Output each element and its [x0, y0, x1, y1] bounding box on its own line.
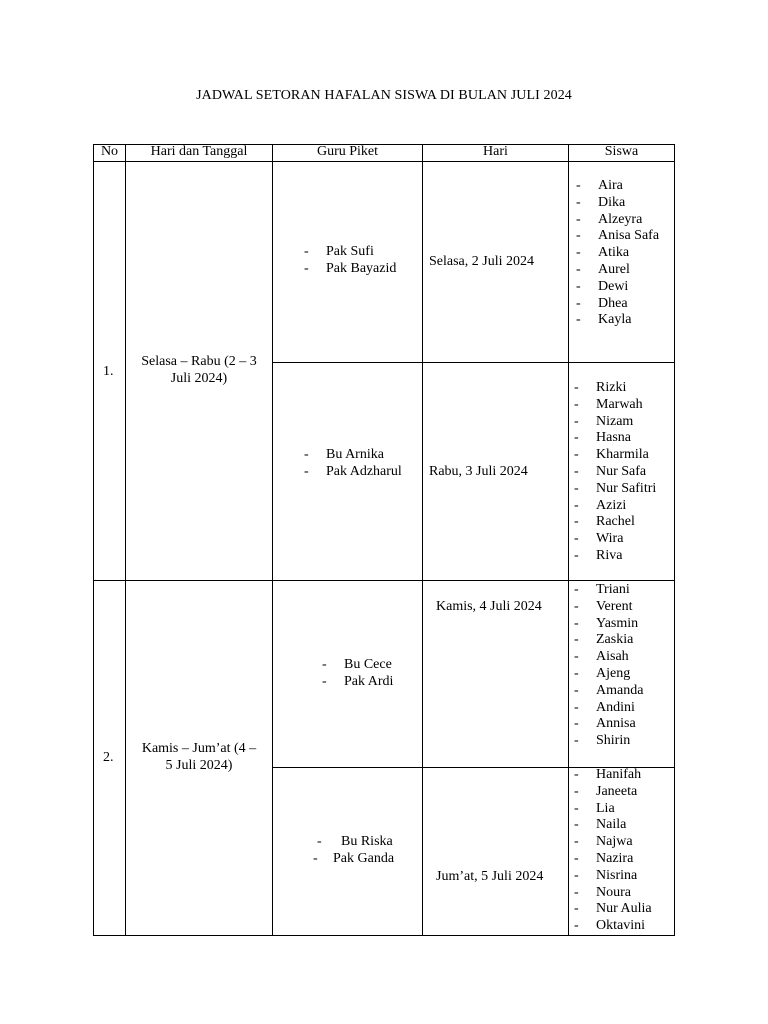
- bullet-dash: -: [574, 800, 579, 816]
- bullet-dash: -: [574, 665, 579, 681]
- bullet-dash: -: [574, 733, 579, 749]
- list-item: [304, 464, 402, 481]
- list-item: [574, 834, 652, 851]
- siswa-name: Aurel: [598, 261, 630, 277]
- siswa-name: Kayla: [598, 312, 632, 328]
- siswa-name: Nizam: [596, 413, 634, 429]
- header-guru-piket: Guru Piket: [316, 144, 379, 159]
- bullet-dash: -: [574, 767, 579, 782]
- bullet-dash: -: [574, 632, 579, 648]
- siswa-name: Zaskia: [596, 632, 634, 648]
- hari-cell: Rabu, 3 Juli 2024: [429, 464, 528, 479]
- bullet-dash: -: [322, 673, 327, 689]
- list-item: [574, 481, 656, 498]
- bullet-dash: -: [574, 598, 579, 614]
- siswa-name: Nur Aulia: [596, 901, 652, 917]
- bullet-dash: -: [576, 295, 581, 311]
- date-range: [126, 741, 272, 775]
- list-item: [574, 918, 652, 935]
- guru-piket-list: [304, 244, 396, 278]
- list-item: [574, 784, 652, 801]
- header-no: No: [100, 144, 119, 159]
- bullet-dash: -: [574, 413, 579, 429]
- siswa-list: [574, 767, 652, 935]
- list-item: [574, 464, 656, 481]
- list-item: [574, 666, 643, 683]
- header-hari: Hari: [483, 144, 508, 159]
- bullet-dash: -: [574, 531, 579, 547]
- bullet-dash: -: [574, 901, 579, 917]
- hari-cell: Selasa, 2 Juli 2024: [429, 254, 534, 269]
- bullet-dash: -: [574, 649, 579, 665]
- list-item: [304, 447, 402, 464]
- list-item: [574, 616, 643, 633]
- list-item: [574, 649, 643, 666]
- header-hari-tanggal: Hari dan Tanggal: [150, 144, 248, 159]
- bullet-dash: -: [574, 918, 579, 934]
- siswa-name: Janeeta: [596, 783, 638, 799]
- list-item: [574, 817, 652, 834]
- list-item: [574, 599, 643, 616]
- bullet-dash: -: [574, 497, 579, 513]
- bullet-dash: -: [574, 380, 579, 395]
- bullet-dash: -: [574, 817, 579, 833]
- column-divider: [568, 144, 569, 936]
- list-item: [574, 531, 656, 548]
- bullet-dash: -: [574, 430, 579, 446]
- bullet-dash: -: [574, 463, 579, 479]
- list-item: [322, 674, 393, 691]
- bullet-dash: -: [576, 245, 581, 261]
- list-item: [574, 851, 652, 868]
- row-number: 1.: [103, 364, 114, 379]
- bullet-dash: -: [574, 884, 579, 900]
- siswa-name: Nur Safitri: [596, 480, 657, 496]
- siswa-name: Ajeng: [596, 665, 631, 681]
- list-item: [576, 245, 659, 262]
- siswa-name: Nazira: [596, 850, 634, 866]
- siswa-name: Lia: [596, 800, 615, 816]
- siswa-name: Triani: [596, 582, 630, 597]
- bullet-dash: -: [574, 447, 579, 463]
- bullet-dash: -: [574, 834, 579, 850]
- bullet-dash: -: [304, 447, 309, 462]
- column-divider: [422, 144, 423, 936]
- guru-name: Pak Bayazid: [326, 260, 397, 276]
- guru-piket-list: [322, 657, 393, 691]
- bullet-dash: -: [574, 699, 579, 715]
- bullet-dash: -: [313, 850, 318, 866]
- siswa-name: Amanda: [596, 682, 644, 698]
- list-item: [574, 498, 656, 515]
- list-item: [574, 548, 656, 565]
- bullet-dash: -: [576, 228, 581, 244]
- list-item: [574, 632, 643, 649]
- siswa-name: Yasmin: [596, 615, 639, 631]
- list-item: [574, 901, 652, 918]
- list-item: [313, 851, 394, 868]
- guru-name: Pak Sufi: [326, 244, 374, 259]
- list-item: [576, 228, 659, 245]
- siswa-name: Marwah: [596, 396, 643, 412]
- row-number: 2.: [103, 750, 114, 765]
- list-item: [576, 195, 659, 212]
- siswa-name: Riva: [596, 547, 623, 563]
- row-divider-group: [93, 580, 675, 581]
- bullet-dash: -: [574, 480, 579, 496]
- bullet-dash: -: [574, 783, 579, 799]
- siswa-name: Alzeyra: [598, 211, 643, 227]
- guru-name: Pak Ardi: [344, 673, 394, 689]
- date-range-line: Selasa – Rabu (2 – 3: [141, 354, 257, 369]
- siswa-name: Kharmila: [596, 447, 649, 463]
- list-item: [304, 261, 396, 278]
- list-item: [576, 296, 659, 313]
- list-item: [576, 212, 659, 229]
- guru-name: Bu Riska: [341, 834, 393, 849]
- siswa-name: Verent: [596, 598, 633, 614]
- bullet-dash: -: [576, 278, 581, 294]
- siswa-name: Rizki: [596, 380, 627, 395]
- bullet-dash: -: [317, 834, 322, 849]
- list-item: [322, 657, 393, 674]
- bullet-dash: -: [574, 716, 579, 732]
- siswa-name: Nisrina: [596, 867, 638, 883]
- bullet-dash: -: [574, 514, 579, 530]
- guru-name: Pak Ganda: [333, 850, 395, 866]
- date-range-line: Juli 2024): [170, 370, 228, 386]
- siswa-name: Atika: [598, 245, 630, 261]
- siswa-name: Nur Safa: [596, 463, 647, 479]
- list-item: [574, 700, 643, 717]
- list-item: [574, 380, 656, 397]
- guru-name: Pak Adzharul: [326, 463, 402, 479]
- list-item: [576, 279, 659, 296]
- siswa-name: Azizi: [596, 497, 627, 513]
- bullet-dash: -: [574, 396, 579, 412]
- bullet-dash: -: [322, 657, 327, 672]
- guru-name: Bu Arnika: [326, 447, 384, 462]
- hari-cell: Jum’at, 5 Juli 2024: [436, 869, 544, 884]
- siswa-list: [574, 380, 656, 565]
- list-item: [574, 767, 652, 784]
- list-item: [576, 312, 659, 329]
- siswa-list: [576, 178, 659, 329]
- list-item: [574, 868, 652, 885]
- list-item: [574, 582, 643, 599]
- date-range: [126, 354, 272, 388]
- list-item: [304, 244, 396, 261]
- guru-piket-list: [304, 447, 402, 481]
- list-item: [574, 447, 656, 464]
- list-item: [317, 834, 394, 851]
- siswa-name: Hasna: [596, 430, 631, 446]
- bullet-dash: -: [576, 312, 581, 328]
- table-border-bottom: [93, 935, 675, 936]
- guru-name: Bu Cece: [344, 657, 392, 672]
- bullet-dash: -: [304, 244, 309, 259]
- row-divider-day: [273, 362, 675, 363]
- bullet-dash: -: [304, 463, 309, 479]
- header-siswa: Siswa: [604, 144, 639, 159]
- date-range-line: 5 Juli 2024): [165, 757, 233, 773]
- list-item: [574, 430, 656, 447]
- bullet-dash: -: [574, 547, 579, 563]
- bullet-dash: -: [574, 850, 579, 866]
- list-item: [576, 178, 659, 195]
- siswa-name: Dika: [598, 194, 626, 210]
- bullet-dash: -: [574, 867, 579, 883]
- bullet-dash: -: [304, 260, 309, 276]
- list-item: [574, 716, 643, 733]
- guru-piket-list: [313, 834, 395, 868]
- siswa-list: [574, 582, 643, 750]
- siswa-name: Annisa: [596, 716, 636, 732]
- list-item: [574, 514, 656, 531]
- siswa-name: Aira: [598, 178, 623, 193]
- date-range-line: Kamis – Jum’at (4 –: [141, 741, 257, 756]
- siswa-name: Dewi: [598, 278, 629, 294]
- list-item: [574, 733, 643, 750]
- siswa-name: Najwa: [596, 834, 633, 850]
- siswa-name: Andini: [596, 699, 635, 715]
- document-title: JADWAL SETORAN HAFALAN SISWA DI BULAN JULI 2024: [196, 88, 572, 103]
- bullet-dash: -: [574, 582, 579, 597]
- list-item: [576, 262, 659, 279]
- hari-cell: Kamis, 4 Juli 2024: [436, 599, 542, 614]
- header-divider: [93, 161, 675, 162]
- siswa-name: Noura: [596, 884, 631, 900]
- table-border-right: [674, 144, 675, 936]
- siswa-name: Rachel: [596, 514, 635, 530]
- bullet-dash: -: [576, 261, 581, 277]
- bullet-dash: -: [576, 194, 581, 210]
- bullet-dash: -: [574, 615, 579, 631]
- list-item: [574, 397, 656, 414]
- list-item: [574, 801, 652, 818]
- bullet-dash: -: [576, 211, 581, 227]
- list-item: [574, 683, 643, 700]
- siswa-name: Dhea: [598, 295, 628, 311]
- table-border-left: [93, 144, 94, 936]
- siswa-name: Aisah: [596, 649, 629, 665]
- column-divider: [125, 144, 126, 936]
- siswa-name: Anisa Safa: [598, 228, 660, 244]
- column-divider: [272, 144, 273, 936]
- list-item: [574, 885, 652, 902]
- bullet-dash: -: [574, 682, 579, 698]
- siswa-name: Shirin: [596, 733, 631, 749]
- siswa-name: Wira: [596, 531, 624, 547]
- siswa-name: Hanifah: [596, 767, 642, 782]
- list-item: [574, 414, 656, 431]
- bullet-dash: -: [576, 178, 581, 193]
- siswa-name: Naila: [596, 817, 627, 833]
- siswa-name: Oktavini: [596, 918, 645, 934]
